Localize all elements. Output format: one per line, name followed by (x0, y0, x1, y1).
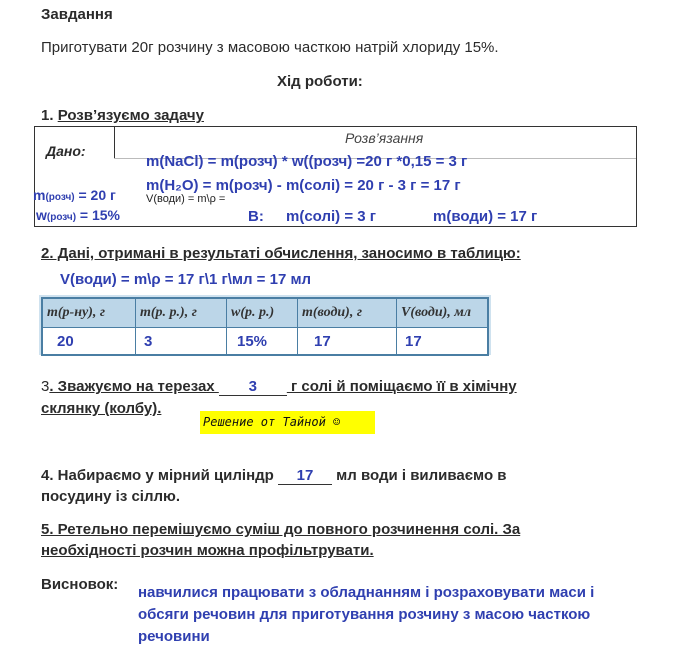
given-divider (114, 127, 115, 159)
section-heading: Завдання (41, 6, 113, 23)
conclusion-line-2: обсяги речовин для приготування розчину з масою часткою (138, 606, 591, 623)
task-text: Приготувати 20г розчину з масовою часткою натрій хлориду 15%. (41, 39, 499, 56)
step2-heading: 2. Дані, отримані в результаті обчислення, заносимо в таблицю: (41, 245, 521, 262)
step1-title: Розв’язуємо задачу (57, 107, 204, 124)
step3-text-post: г солі й поміщаємо її в хімічну (286, 378, 517, 395)
given-fraction: w(розч) = 15% (36, 207, 121, 223)
answer-prefix: В: (248, 208, 264, 225)
step3-salt-value: 3 (219, 378, 287, 396)
step3-number: 3 (41, 378, 50, 395)
procedure-title: Хід роботи: (277, 73, 363, 90)
step1-heading (41, 107, 204, 124)
table-row (42, 328, 488, 356)
results-table (41, 297, 489, 356)
author-sticker: Решение от Тайной ☺ (200, 411, 375, 434)
solution-label: Розв’язання (345, 130, 424, 146)
given-label: Дано: (46, 143, 86, 159)
cell-water-mass: 17 (298, 328, 397, 356)
step1-number: 1. (41, 107, 58, 124)
cell-fraction: 15% (227, 328, 298, 356)
cell-solution-mass: 20 (42, 328, 136, 356)
table-header-row (42, 298, 488, 328)
solution-line-nacl: m(NaCl) = m(розч) * w((розч) =20 г *0,15 = 3 г (146, 153, 468, 170)
solution-line-volume: V(води) = m\ρ = (146, 193, 226, 205)
header-solution-mass: m(р-ну), г (42, 298, 136, 328)
header-water-volume: V(води), мл (397, 298, 489, 328)
header-solute-mass: m(р. р.), г (136, 298, 227, 328)
given-mass: m(розч) = 20 г (33, 187, 116, 203)
cell-water-volume: 17 (397, 328, 489, 356)
header-fraction: w(р. р.) (227, 298, 298, 328)
step4-water-value: 17 (278, 467, 332, 485)
conclusion-line-1: навчилися працювати з обладнанням і розраховувати маси і (138, 584, 595, 601)
step5-line1: 5. Ретельно перемішуємо суміш до повного розчинення солі. За (41, 521, 521, 538)
volume-calculation: V(води) = m\ρ = 17 г\1 г\мл = 17 мл (60, 271, 312, 288)
step4-line2: посудину із сіллю. (41, 488, 180, 505)
step4-text-pre: 4. Набираємо у мірний циліндр (41, 467, 279, 484)
step5-line2: необхідності розчин можна профільтрувати. (41, 542, 374, 559)
solution-line-water: m(H₂O) = m(розч) - m(солі) = 20 г - 3 г = 17 г (146, 177, 461, 194)
answer-salt: m(солі) = 3 г (286, 208, 377, 225)
step3-line1 (41, 378, 517, 396)
conclusion-label: Висновок: (41, 576, 119, 593)
answer-water: m(води) = 17 г (433, 208, 538, 225)
header-water-mass: m(води), г (298, 298, 397, 328)
step4-line1 (41, 467, 507, 485)
step3-text-pre: . Зважуємо на терезах (49, 378, 219, 395)
step3-line2: склянку (колбу). (41, 400, 162, 417)
conclusion-line-3: речовини (138, 628, 210, 645)
step4-text-post: мл води і виливаємо в (332, 467, 507, 484)
cell-solute-mass: 3 (136, 328, 227, 356)
